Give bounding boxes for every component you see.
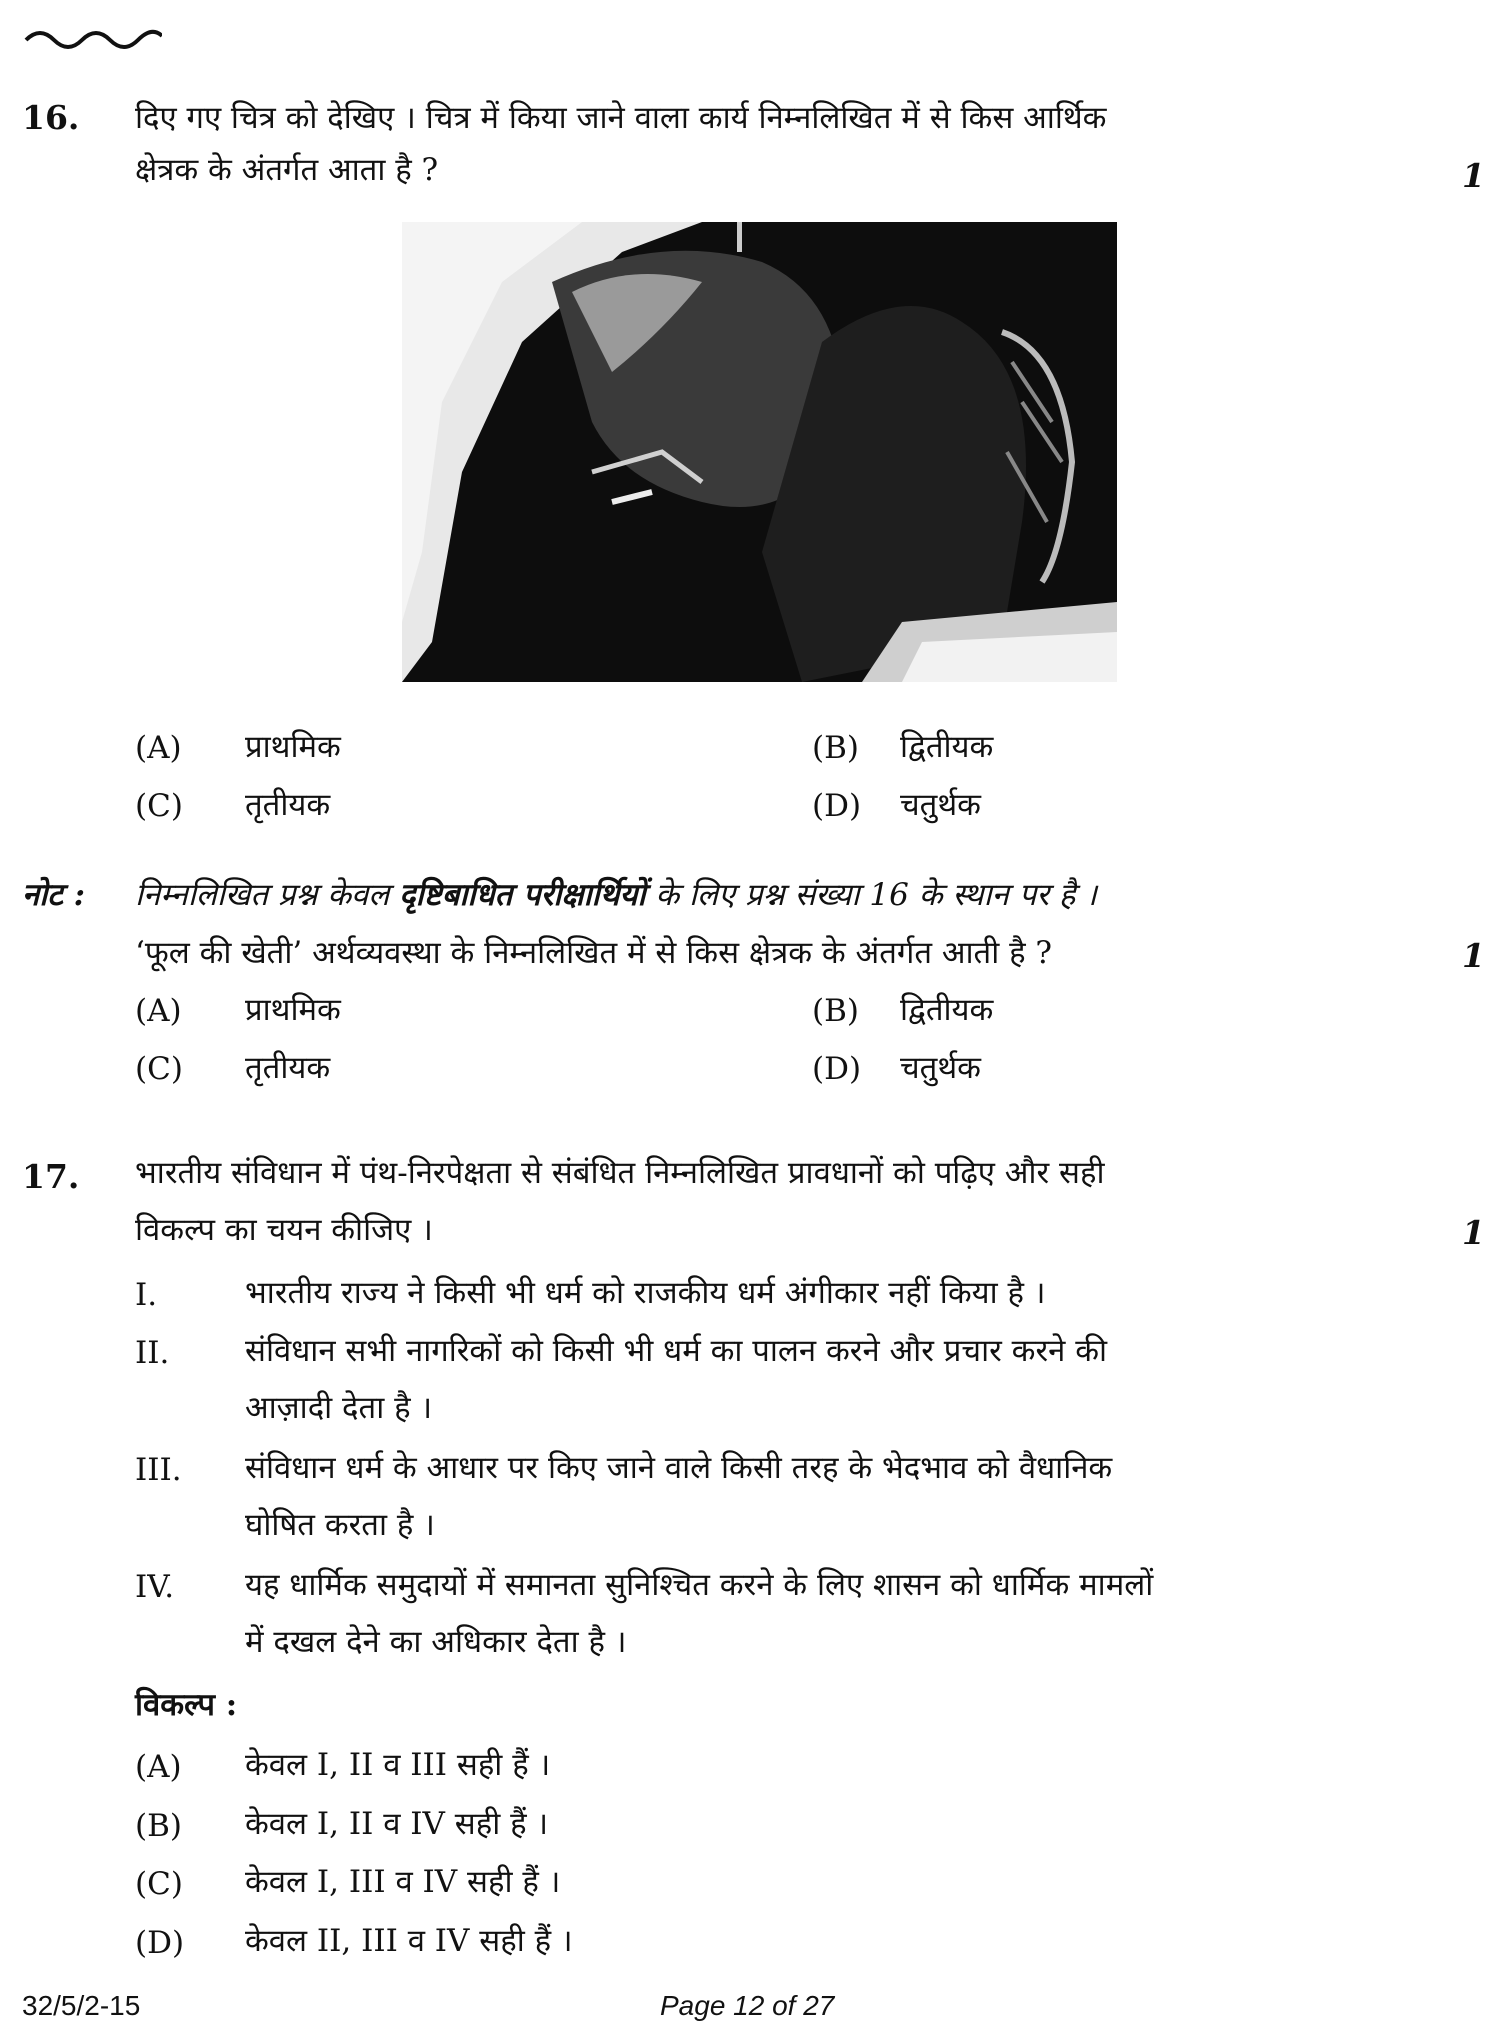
note-question-marks: 1 [1462,936,1485,975]
statement-3-text-line-2: घोषित करता है । [245,1507,435,1543]
question-16-text-line-2: क्षेत्रक के अंतर्गत आता है ? [135,152,439,188]
q16-option-d-text: चतुर्थक [900,787,981,823]
question-16-marks: 1 [1462,156,1485,195]
q17-option-d-text: केवल II, III व IV सही हैं । [245,1923,573,1959]
paper-code: 32/5/2-15 [22,1990,141,2021]
statement-2-label: II. [135,1335,170,1371]
note-text [135,873,1097,915]
question-17-number: 17. [22,1157,80,1196]
q17-option-b-label: (B) [135,1808,182,1844]
q17-option-a-label: (A) [135,1749,182,1785]
statement-1-text: भारतीय राज्य ने किसी भी धर्म को राजकीय धर्म अंगीकार नहीं किया है । [245,1275,1046,1311]
question-17-text-line-1: भारतीय संविधान में पंथ-निरपेक्षता से संबंधित निम्नलिखित प्रावधानों को पढ़िए और सही [135,1155,1105,1191]
note-option-a-text: प्राथमिक [245,992,341,1028]
q17-option-a-text: केवल I, II व III सही हैं । [245,1747,551,1783]
q16-option-c-label: (C) [135,788,183,824]
note-text-bold: दृष्टिबाधित परीक्षार्थियों [399,877,646,913]
page-number: Page 12 of 27 [660,1990,835,2021]
note-text-pre: निम्नलिखित प्रश्न केवल [135,877,400,913]
note-option-c-label: (C) [135,1051,183,1087]
note-text-post: के लिए प्रश्न संख्या 16 के स्थान पर है । [645,877,1097,913]
wave-mark-icon [22,22,162,52]
q17-option-d-label: (D) [135,1925,185,1961]
q16-option-b-text: द्वितीयक [900,729,994,765]
question-17-text-line-2: विकल्प का चयन कीजिए । [135,1212,433,1248]
statement-4-text-line-2: में दखल देने का अधिकार देता है । [245,1624,627,1660]
statement-3-label: III. [135,1452,182,1488]
statement-4-label: IV. [135,1569,175,1605]
note-question-text: ‘फूल की खेती’ अर्थव्यवस्था के निम्नलिखित में से किस क्षेत्रक के अंतर्गत आती है ? [135,935,1053,971]
q17-option-b-text: केवल I, II व IV सही हैं । [245,1806,549,1842]
question-17-marks: 1 [1462,1213,1485,1252]
q16-option-a-text: प्राथमिक [245,729,341,765]
note-label: नोट : [22,877,86,913]
statement-2-text-line-1: संविधान सभी नागरिकों को किसी भी धर्म का पालन करने और प्रचार करने की [245,1333,1108,1369]
note-option-c-text: तृतीयक [245,1050,331,1086]
note-option-b-text: द्वितीयक [900,992,994,1028]
statement-4-text-line-1: यह धार्मिक समुदायों में समानता सुनिश्चित करने के लिए शासन को धार्मिक मामलों [245,1567,1154,1603]
note-option-d-label: (D) [812,1051,862,1087]
statement-3-text-line-1: संविधान धर्म के आधार पर किए जाने वाले किसी तरह के भेदभाव को वैधानिक [245,1450,1113,1486]
question-16-photo [402,222,1117,682]
question-16-number: 16. [22,98,80,137]
question-16-text-line-1: दिए गए चित्र को देखिए । चित्र में किया जाने वाला कार्य निम्नलिखित में से किस आर्थिक [135,100,1107,136]
note-option-a-label: (A) [135,993,182,1029]
q16-option-b-label: (B) [812,730,859,766]
q16-option-d-label: (D) [812,788,862,824]
q17-option-c-label: (C) [135,1866,183,1902]
q16-option-a-label: (A) [135,730,182,766]
options-heading: विकल्प : [135,1687,238,1723]
note-option-b-label: (B) [812,993,859,1029]
statement-1-label: I. [135,1277,158,1313]
statement-2-text-line-2: आज़ादी देता है । [245,1390,433,1426]
note-option-d-text: चतुर्थक [900,1050,981,1086]
q17-option-c-text: केवल I, III व IV सही हैं । [245,1864,561,1900]
q16-option-c-text: तृतीयक [245,787,331,823]
